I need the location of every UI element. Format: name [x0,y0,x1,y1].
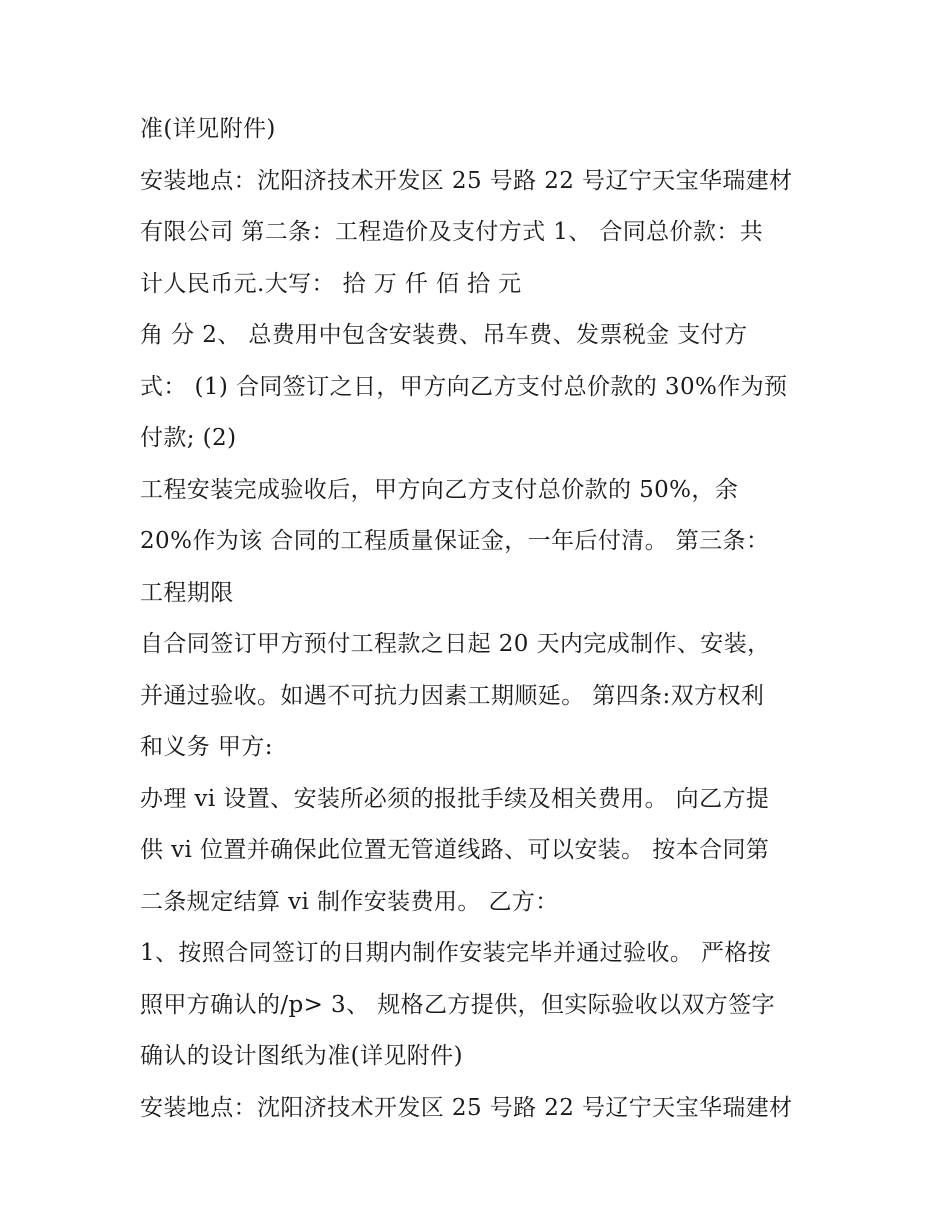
text-line: 办理 vi 设置、安装所必须的报批手续及相关费用。 向乙方提 [140,785,770,812]
contract-text [140,104,820,1134]
text-line: 自合同签订甲方预付工程款之日起 20 天内完成制作、安装， [140,631,771,657]
text-line: 供 vi 位置并确保此位置无管道线路、可以安装。 按本合同第 [140,837,770,863]
text-line: 安装地点：沈阳济技术开发区 25 号路 22 号辽宁天宝华瑞建材 [140,1094,793,1121]
text-line: 并通过验收。如遇不可抗力因素工期顺延。 第四条:双方权利 [140,682,765,709]
text-line: 角 分 2、 总费用中包含安装费、吊车费、发票税金 支付方 [140,322,748,348]
text-line: 20%作为该 合同的工程质量保证金，一年后付清。 第三条： [140,528,770,554]
text-line: 式： (1) 合同签订之日，甲方向乙方支付总价款的 30%作为预 [140,373,788,400]
text-line: 和义务 甲方: [140,734,273,760]
text-line: 准(详见附件) [140,116,276,142]
text-line: 照甲方确认的/p> 3、 规格乙方提供，但实际验收以双方签字 [140,991,775,1018]
text-line: 确认的设计图纸为准(详见附件) [140,1043,463,1069]
text-line: 付款; (2) [140,425,237,451]
text-line: 有限公司 第二条：工程造价及支付方式 1、 合同总价款：共 [140,219,764,245]
text-line: 计人民币元.大写： 拾 万 仟 佰 拾 元 [140,270,522,297]
text-line: 安装地点：沈阳济技术开发区 25 号路 22 号辽宁天宝华瑞建材 [140,167,793,194]
text-line: 1、按照合同签订的日期内制作安装完毕并通过验收。 严格按 [140,940,772,966]
text-line: 工程安装完成验收后，甲方向乙方支付总价款的 50%，余 [140,476,739,503]
text-line: 工程期限 [140,579,234,606]
text-line: 二条规定结算 vi 制作安装费用。 乙方： [140,888,559,915]
